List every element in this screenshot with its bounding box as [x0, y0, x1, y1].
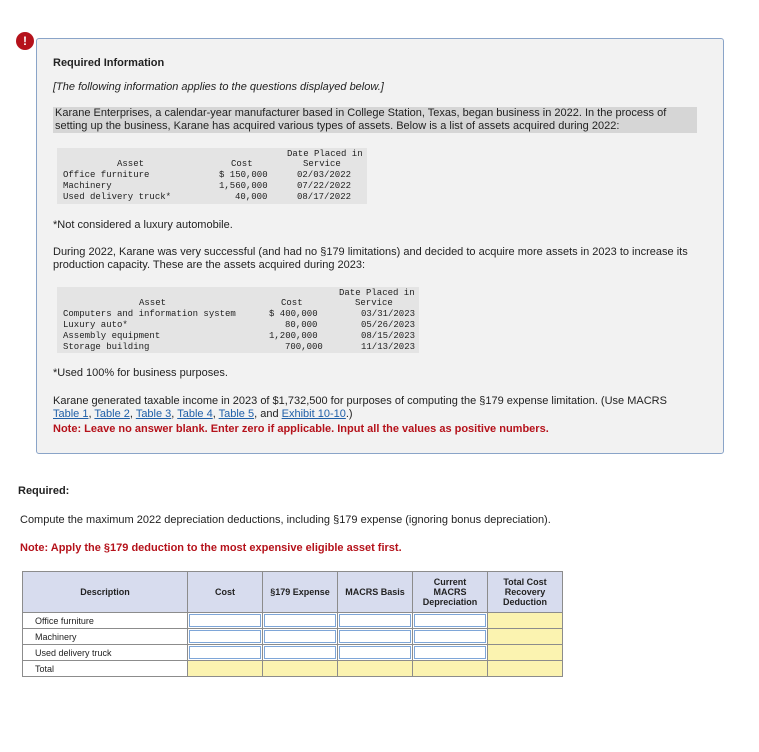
date-cell: 08/15/2023 — [361, 331, 416, 341]
total-macrs-basis-cell — [338, 661, 413, 677]
footnote-2023: *Used 100% for business purposes. — [53, 367, 228, 379]
link-table-4[interactable]: Table 4 — [177, 408, 213, 420]
date-header-line1: Date Placed in — [287, 149, 363, 159]
current-macrs-input[interactable] — [413, 613, 488, 629]
required-information-box — [36, 38, 724, 454]
alert-icon: ! — [16, 32, 34, 50]
date-cell: 11/13/2023 — [361, 342, 416, 352]
date-header-line2: Service — [355, 298, 393, 308]
total-deduction-cell — [488, 645, 563, 661]
cost-header: Cost — [231, 159, 253, 169]
header-line: MACRS — [433, 587, 467, 597]
cost-cell: $ 400,000 — [269, 309, 318, 319]
date-header-line1: Date Placed in — [339, 288, 415, 298]
cost-input[interactable] — [188, 629, 263, 645]
separator: , — [171, 408, 175, 420]
row-description: Office furniture — [23, 613, 188, 629]
cost-input[interactable] — [188, 613, 263, 629]
date-cell: 07/22/2022 — [297, 181, 352, 191]
table-row — [23, 629, 563, 645]
intro-paragraph: Karane Enterprises, a calendar-year manufacturer based in College Station, Texas, began business in 2022. In the process of setting up the business, Karane has acquired various types of assets. Below is a list of assets acquired during 2022: — [53, 107, 697, 133]
header-line: Recovery — [504, 587, 546, 597]
row-description: Machinery — [23, 629, 188, 645]
asset-header: Asset — [117, 159, 145, 169]
cost-cell: 1,200,000 — [269, 331, 318, 341]
row-description: Total — [23, 661, 188, 677]
info-title: Required Information — [53, 57, 165, 69]
macrs-basis-input[interactable] — [338, 613, 413, 629]
cost-cell: 40,000 — [235, 192, 268, 202]
cost-input[interactable] — [188, 645, 263, 661]
cost-cell: 1,560,000 — [219, 181, 268, 191]
table-row — [23, 613, 563, 629]
separator: , and — [254, 408, 279, 420]
asset-cell: Used delivery truck* — [63, 192, 172, 202]
179-expense-input[interactable] — [263, 629, 338, 645]
179-expense-input[interactable] — [263, 613, 338, 629]
179-expense-input[interactable] — [263, 645, 338, 661]
total-179-cell — [263, 661, 338, 677]
required-instruction: Compute the maximum 2022 depreciation deductions, including §179 expense (ignoring bonus depreciation). — [20, 514, 551, 526]
asset-cell: Luxury auto* — [63, 320, 128, 330]
table-row — [23, 645, 563, 661]
current-macrs-input[interactable] — [413, 645, 488, 661]
required-note: Note: Apply the §179 deduction to the most expensive eligible asset first. — [20, 542, 402, 554]
answer-instructions-note: Note: Leave no answer blank. Enter zero if applicable. Input all the values as positive numbers. — [53, 423, 549, 435]
date-header-line2: Service — [303, 159, 341, 169]
taxable-text: Karane generated taxable income in 2023 of $1,732,500 for purposes of computing the §179 expense limitation. (Use MACRS — [53, 395, 667, 407]
link-table-3[interactable]: Table 3 — [135, 408, 172, 420]
assets-2022-table — [57, 148, 367, 204]
assets-2023-table — [57, 287, 419, 353]
date-cell: 02/03/2022 — [297, 170, 352, 180]
cost-header: Cost — [281, 298, 303, 308]
separator: .) — [345, 408, 353, 420]
header-cost: Cost — [188, 572, 263, 613]
asset-cell: Computers and information system — [63, 309, 236, 319]
row-description: Used delivery truck — [23, 645, 188, 661]
table-row-total — [23, 661, 563, 677]
total-deduction-cell — [488, 629, 563, 645]
link-table-5[interactable]: Table 5 — [218, 408, 255, 420]
current-macrs-input[interactable] — [413, 629, 488, 645]
cost-cell: $ 150,000 — [219, 170, 268, 180]
separator: , — [88, 408, 92, 420]
link-table-1[interactable]: Table 1 — [53, 408, 89, 420]
macrs-basis-input[interactable] — [338, 629, 413, 645]
asset-cell: Assembly equipment — [63, 331, 161, 341]
date-cell: 05/26/2023 — [361, 320, 416, 330]
date-cell: 03/31/2023 — [361, 309, 416, 319]
answer-table — [22, 571, 563, 677]
asset-cell: Storage building — [63, 342, 150, 352]
footnote-2022: *Not considered a luxury automobile. — [53, 219, 233, 231]
info-subtitle: [The following information applies to the questions displayed below.] — [53, 81, 384, 93]
header-current-macrs — [413, 572, 488, 613]
total-current-macrs-cell — [413, 661, 488, 677]
required-label: Required: — [18, 485, 70, 497]
total-deduction-cell — [488, 661, 563, 677]
asset-cell: Office furniture — [63, 170, 150, 180]
separator: , — [129, 408, 133, 420]
cost-cell: 700,000 — [285, 342, 323, 352]
asset-cell: Machinery — [63, 181, 112, 191]
separator: , — [212, 408, 216, 420]
header-total-cost-recovery — [488, 572, 563, 613]
header-line: Deduction — [503, 597, 547, 607]
header-description: Description — [23, 572, 188, 613]
date-cell: 08/17/2022 — [297, 192, 352, 202]
macrs-basis-input[interactable] — [338, 645, 413, 661]
asset-header: Asset — [139, 298, 167, 308]
header-macrs-basis: MACRS Basis — [338, 572, 413, 613]
total-deduction-cell — [488, 613, 563, 629]
cost-cell: 80,000 — [285, 320, 318, 330]
taxable-income-paragraph — [53, 395, 693, 421]
total-cost-cell — [188, 661, 263, 677]
paragraph-2023: During 2022, Karane was very successful (and had no §179 limitations) and decided to acquire more assets in 2023 to increase its production capacity. These are the assets acquired during 2023: — [53, 246, 688, 271]
link-table-2[interactable]: Table 2 — [94, 408, 130, 420]
header-line: Current — [433, 577, 467, 587]
header-line: Depreciation — [422, 597, 478, 607]
header-line: Total Cost — [503, 577, 547, 587]
link-exhibit-10-10[interactable]: Exhibit 10-10 — [281, 408, 346, 420]
header-179-expense: §179 Expense — [263, 572, 338, 613]
